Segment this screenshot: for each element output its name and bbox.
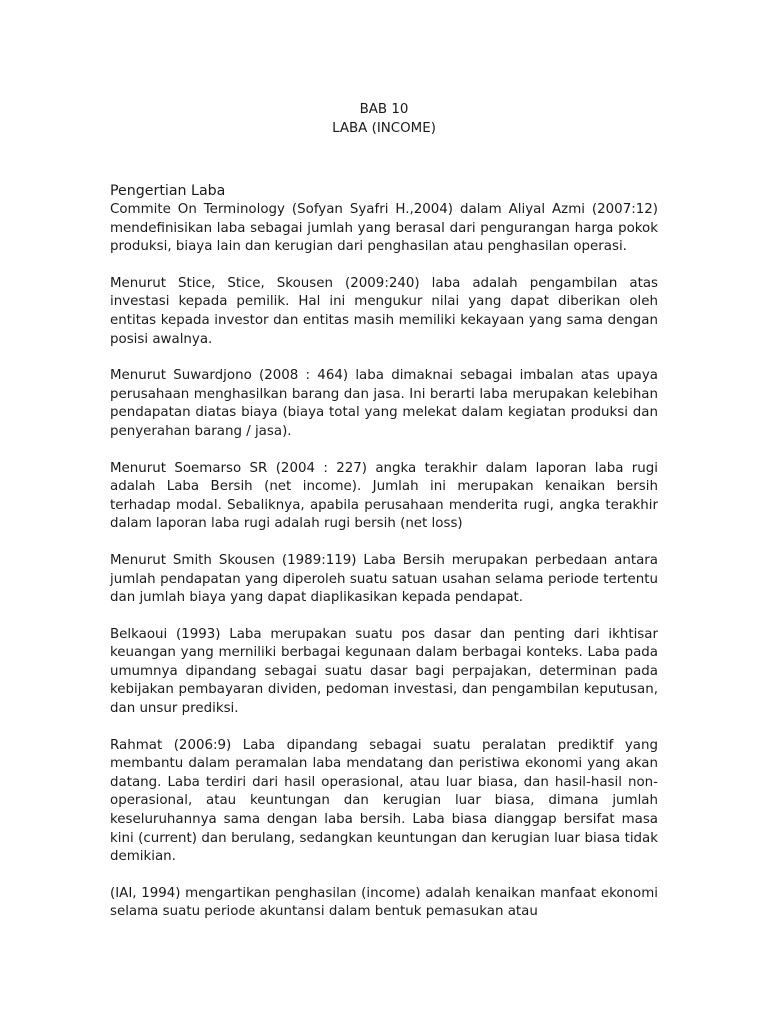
chapter-number: BAB 10 bbox=[359, 102, 409, 117]
paragraph-definition-1: Commite On Terminology (Sofyan Syafri H.,2004) dalam Aliyal Azmi (2007:12) mendefinisikan laba sebagai jumlah yang berasal dari pengurangan harga pokok produksi, biaya lain dan kerugian dari penghasilan atau penghasilan operasi. bbox=[110, 202, 658, 255]
paragraph-definition-6: Belkaoui (1993) Laba merupakan suatu pos dasar dan penting dari ikhtisar keuangan yang merniliki berbagai kegunaan dalam berbagai konteks. Laba pada umumnya dipandang sebagai suatu dasar bagi perpajakan, determinan pada kebijakan pembayaran dividen, pedoman investasi, dan pengambilan keputusan, dan unsur prediksi. bbox=[110, 626, 658, 717]
paragraph-definition-3: Menurut Suwardjono (2008 : 464) laba dimaknai sebagai imbalan atas upaya perusahaan menghasilkan barang dan jasa. Ini berarti laba merupakan kelebihan pendapatan diatas biaya (biaya total yang melekat dalam kegiatan produksi dan penyerahan barang / jasa). bbox=[110, 368, 658, 439]
paragraph-definition-8: (IAI, 1994) mengartikan penghasilan (income) adalah kenaikan manfaat ekonomi selama suatu periode akuntansi dalam bentuk pemasukan atau bbox=[110, 885, 658, 920]
paragraph-definition-2: Menurut Stice, Stice, Skousen (2009:240) laba adalah pengambilan atas investasi kepada pemilik. Hal ini mengukur nilai yang dapat diberikan oleh entitas kepada investor dan entitas masih memiliki kekayaan yang sama dengan posisi awalnya. bbox=[110, 275, 658, 347]
document-page bbox=[110, 100, 658, 940]
paragraph-definition-4: Menurut Soemarso SR (2004 : 227) angka terakhir dalam laporan laba rugi adalah Laba Bersih (net income). Jumlah ini merupakan kenaikan bersih terhadap modal. Sebaliknya, apabila perusahaan menderita rugi, angka terakhir dalam laporan laba rugi adalah rugi bersih (net loss) bbox=[110, 460, 658, 532]
chapter-title: LABA (INCOME) bbox=[332, 121, 436, 136]
paragraph-definition-5: Menurut Smith Skousen (1989:119) Laba Bersih merupakan perbedaan antara jumlah pendapatan yang diperoleh suatu satuan usahan selama periode tertentu dan jumlah biaya yang dapat diaplikasikan kepada pendapat. bbox=[110, 552, 658, 606]
paragraph-definition-7: Rahmat (2006:9) Laba dipandang sebagai suatu peralatan prediktif yang membantu dalam peramalan laba mendatang dan peristiwa ekonomi yang akan datang. Laba terdiri dari hasil operasional, atau luar biasa, dan hasil-hasil non-operasional, atau keuntungan dan kerugian luar biasa, dimana jumlah keseluruhannya sama dengan laba bersih. Laba biasa dianggap bersifat masa kini (current) dan berulang, sedangkan keuntungan dan kerugian luar biasa tidak demikian. bbox=[110, 737, 658, 865]
section-title: Pengertian Laba bbox=[110, 183, 226, 199]
